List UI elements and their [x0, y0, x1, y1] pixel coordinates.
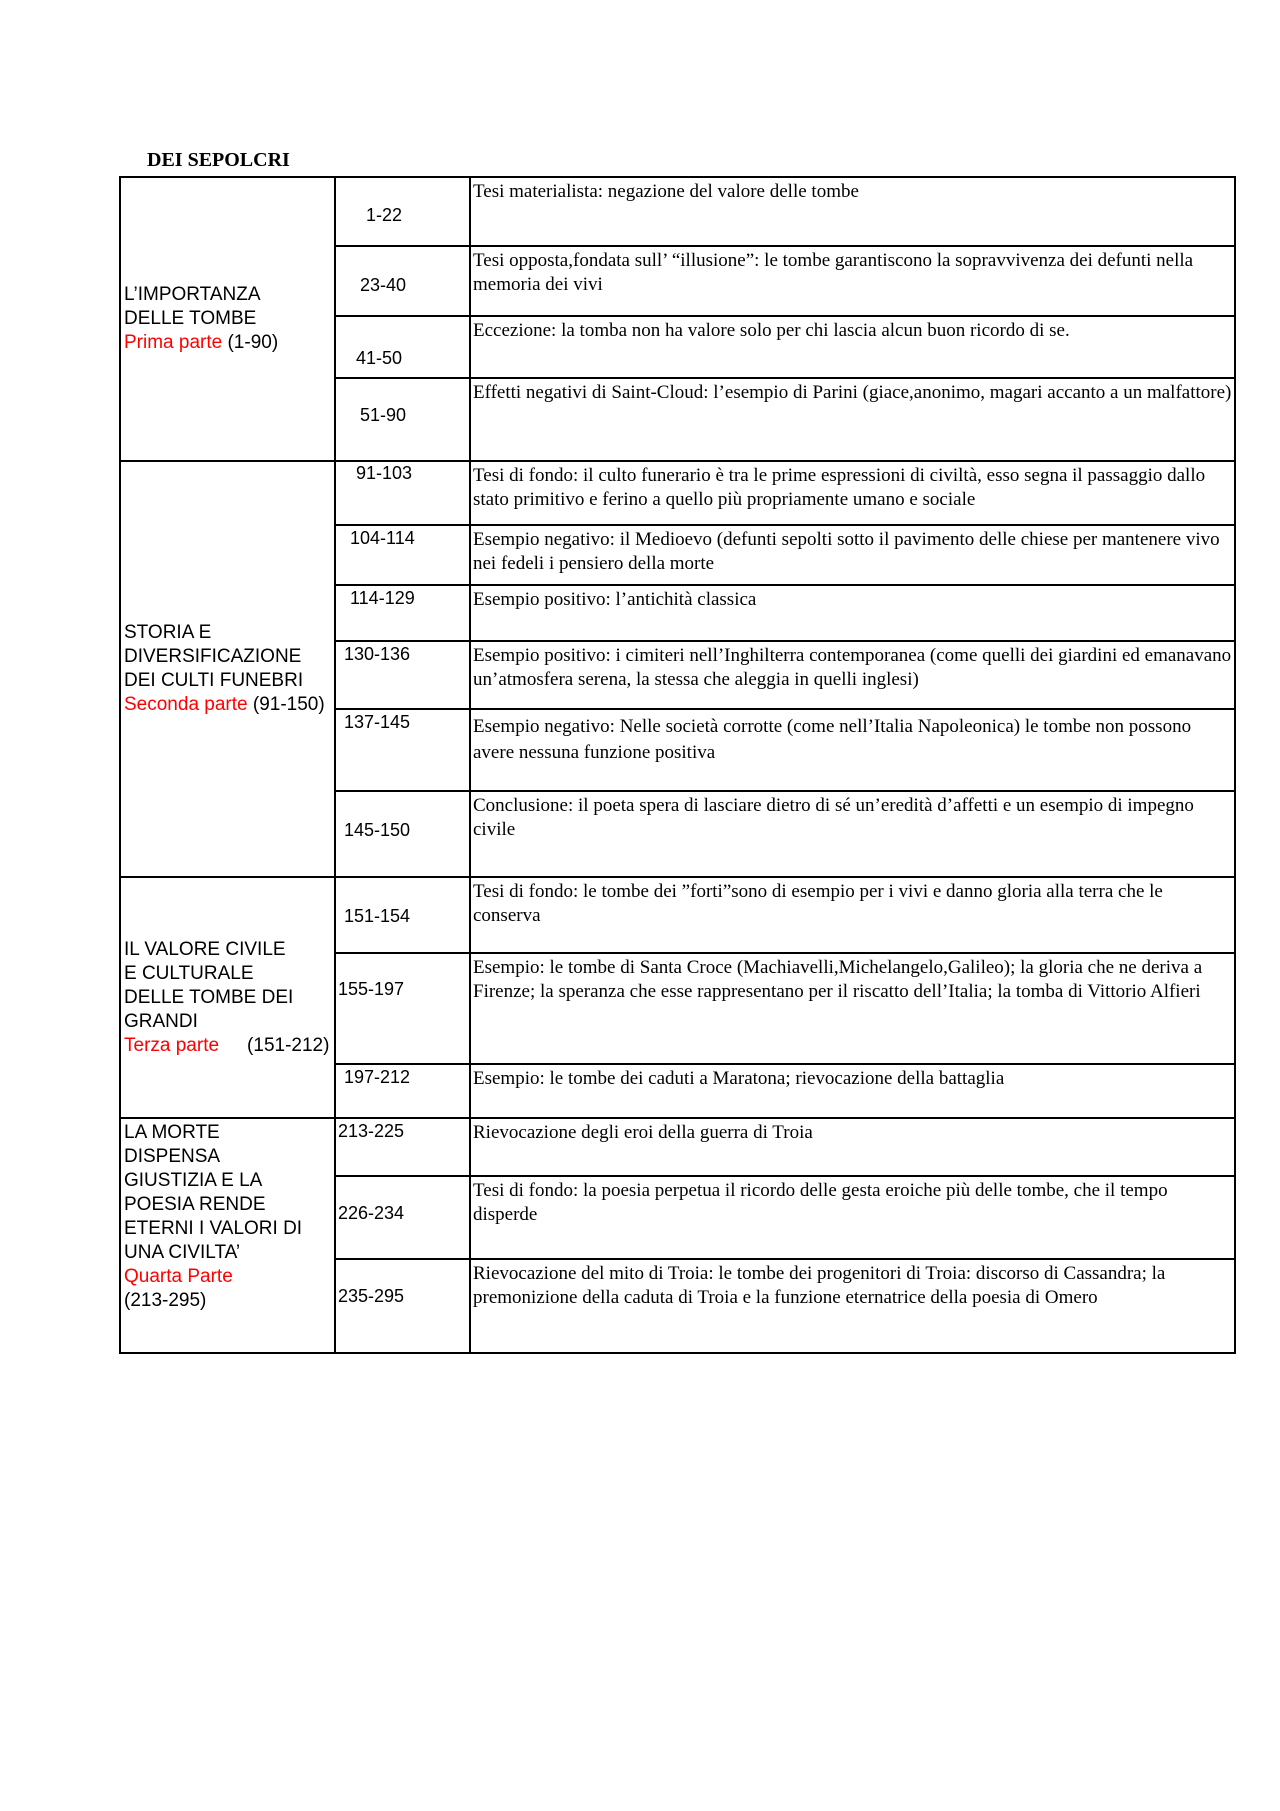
part-range: (151-212) [247, 1034, 330, 1056]
section-heading-line: IL VALORE CIVILE [124, 938, 286, 960]
section-heading-line: DELLE TOMBE [124, 308, 257, 329]
description-cell: Tesi opposta,fondata sull’ “illusione”: le tombe garantiscono la sopravvivenza dei defunti nella memoria dei vivi [470, 246, 1235, 316]
description-cell: Esempio negativo: Nelle società corrotte (come nell’Italia Napoleonica) le tombe non possono avere nessuna funzione positiva [470, 709, 1235, 791]
verse-range-cell: 137-145 [335, 709, 470, 791]
verse-range-cell: 51-90 [335, 378, 470, 461]
verse-range-cell: 155-197 [335, 953, 470, 1064]
description-cell: Tesi materialista: negazione del valore delle tombe [470, 177, 1235, 246]
section-heading-line: E CULTURALE [124, 962, 254, 984]
verse-range-cell: 197-212 [335, 1064, 470, 1118]
verse-range-cell: 213-225 [335, 1118, 470, 1176]
table-row [120, 177, 1235, 246]
sepolcri-table [119, 176, 1236, 1354]
section-heading-line: GRANDI [124, 1010, 198, 1032]
section-heading-line: STORIA E [124, 622, 212, 643]
description-cell: Rievocazione degli eroi della guerra di Troia [470, 1118, 1235, 1176]
section-cell-2 [120, 461, 335, 877]
part-label: Prima parte [124, 332, 223, 353]
description-cell: Esempio: le tombe di Santa Croce (Machiavelli,Michelangelo,Galileo); la gloria che ne deriva a Firenze; la speranza che esse rappresentano per il riscatto dell’Italia; la tomba di Vittorio Alfieri [470, 953, 1235, 1064]
verse-range-cell: 23-40 [335, 246, 470, 316]
description-cell: Esempio positivo: i cimiteri nell’Inghilterra contemporanea (come quelli dei giardini ed emanavano un’atmosfera serena, la stessa che aleggia in quelli inglesi) [470, 641, 1235, 709]
part-label: Terza parte [124, 1034, 220, 1056]
description-cell: Esempio: le tombe dei caduti a Maratona; rievocazione della battaglia [470, 1064, 1235, 1118]
section-heading-line: ETERNI I VALORI DI [124, 1218, 303, 1239]
description-cell: Esempio positivo: l’antichità classica [470, 585, 1235, 641]
section-cell-1 [120, 177, 335, 461]
table-row [120, 461, 1235, 525]
part-range: (1-90) [227, 332, 279, 353]
section-heading-line: DISPENSA [124, 1146, 221, 1167]
section-cell-4 [120, 1118, 335, 1353]
description-cell: Rievocazione del mito di Troia: le tombe dei progenitori di Troia: discorso di Cassandra; la premonizione della caduta di Troia e la funzione eternatrice della poesia di Omero [470, 1259, 1235, 1353]
description-cell: Eccezione: la tomba non ha valore solo per chi lascia alcun buon ricordo di se. [470, 316, 1235, 378]
verse-range-cell: 226-234 [335, 1176, 470, 1259]
description-cell: Tesi di fondo: il culto funerario è tra le prime espressioni di civiltà, esso segna il passaggio dallo stato primitivo e ferino a quello più propriamente umano e sociale [470, 461, 1235, 525]
document-title: DEI SEPOLCRI [147, 149, 290, 171]
section-heading-line: GIUSTIZIA E LA [124, 1170, 263, 1191]
section-heading-line: DIVERSIFICAZIONE [124, 646, 302, 667]
section-heading-line: DELLE TOMBE DEI [124, 986, 294, 1008]
part-range: (213-295) [124, 1290, 207, 1311]
part-label: Quarta Parte [124, 1266, 233, 1287]
verse-range-cell: 235-295 [335, 1259, 470, 1353]
part-label: Seconda parte [124, 694, 248, 715]
verse-range-cell: 104-114 [335, 525, 470, 585]
description-cell: Effetti negativi di Saint-Cloud: l’esempio di Parini (giace,anonimo, magari accanto a un malfattore) [470, 378, 1235, 461]
section-heading-line: L’IMPORTANZA [124, 284, 261, 305]
verse-range-cell: 151-154 [335, 877, 470, 953]
section-heading-line: DEI CULTI FUNEBRI [124, 670, 304, 691]
section-heading-line: POESIA RENDE [124, 1194, 266, 1215]
table-row [120, 877, 1235, 953]
description-cell: Tesi di fondo: la poesia perpetua il ricordo delle gesta eroiche più delle tombe, che il tempo disperde [470, 1176, 1235, 1259]
table-row [120, 1118, 1235, 1176]
verse-range-cell: 145-150 [335, 791, 470, 877]
section-heading-line: UNA CIVILTA’ [124, 1242, 241, 1263]
description-cell: Tesi di fondo: le tombe dei ”forti”sono di esempio per i vivi e danno gloria alla terra che le conserva [470, 877, 1235, 953]
verse-range-cell: 41-50 [335, 316, 470, 378]
description-cell: Conclusione: il poeta spera di lasciare dietro di sé un’eredità d’affetti e un esempio di impegno civile [470, 791, 1235, 877]
section-heading-line: LA MORTE [124, 1122, 220, 1143]
verse-range-cell: 114-129 [335, 585, 470, 641]
verse-range-cell: 1-22 [335, 177, 470, 246]
section-cell-3 [120, 877, 335, 1118]
description-cell: Esempio negativo: il Medioevo (defunti sepolti sotto il pavimento delle chiese per mantenere vivo nei fedeli i pensiero della morte [470, 525, 1235, 585]
part-range: (91-150) [252, 694, 325, 715]
verse-range-cell: 130-136 [335, 641, 470, 709]
verse-range-cell: 91-103 [335, 461, 470, 525]
